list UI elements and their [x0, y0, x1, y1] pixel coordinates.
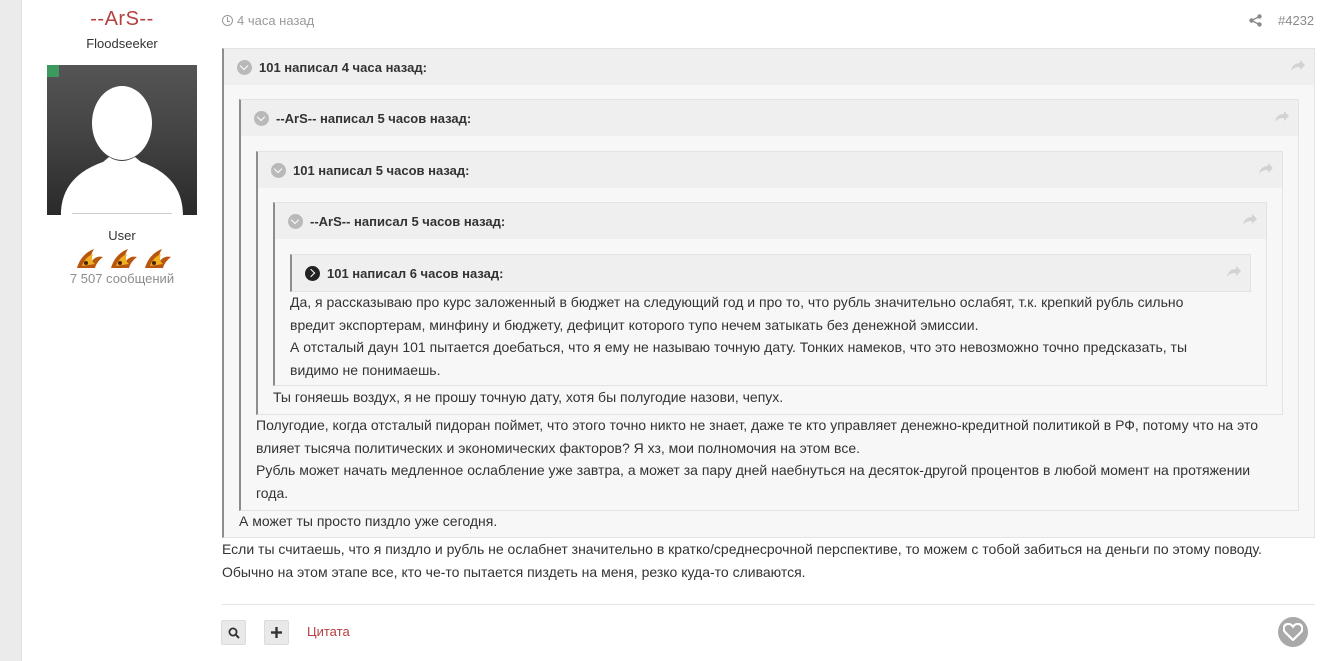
rank-icon [74, 244, 106, 270]
quote-author: --ArS-- написал 5 часов назад: [310, 213, 506, 229]
post-body [222, 538, 1322, 583]
plus-icon [271, 627, 282, 638]
text-line: Ты гоняешь воздух, я не прошу точную дату, хотя бы полугодие назови, чепух. [273, 389, 784, 405]
avatar[interactable] [47, 65, 197, 215]
clock-icon [222, 15, 233, 26]
quote-header [241, 100, 1298, 136]
quote-body [290, 291, 1265, 381]
default-user-icon [47, 65, 197, 215]
divider [222, 604, 1315, 605]
reply-arrow-icon[interactable] [1274, 110, 1290, 124]
online-indicator [47, 65, 59, 77]
search-icon [228, 627, 240, 639]
rank-icon [108, 244, 140, 270]
text-line: Обычно на этом этапе все, кто че-то пытается пиздеть на меня, резко куда-то сливаются. [222, 563, 806, 580]
heart-icon [1283, 623, 1303, 641]
search-button[interactable] [221, 620, 246, 645]
share-icon[interactable] [1249, 14, 1262, 27]
author-title: Floodseeker [86, 36, 158, 51]
reply-arrow-icon[interactable] [1290, 59, 1306, 73]
reply-arrow-icon[interactable] [1258, 162, 1274, 176]
author-group: User [108, 228, 136, 243]
quote-author: --ArS-- написал 5 часов назад: [276, 110, 472, 126]
post-number-link[interactable]: #4232 [1278, 13, 1315, 28]
quote-header [292, 255, 1250, 291]
left-rail [0, 0, 22, 661]
quote-body [239, 510, 1299, 533]
quote-author: 101 написал 5 часов назад: [293, 162, 470, 178]
text-line: влияет тысяча политических и экономических факторов? Я хз, мои полномочия на этом все. [256, 439, 860, 456]
quote-header [275, 203, 1266, 239]
chevron-down-icon[interactable] [288, 214, 303, 229]
text-line: Если ты считаешь, что я пиздло и рубль не ослабнет значительно в кратко/среднесрочной перспективе, то можем с тобой забиться на деньги по этому поводу. [222, 541, 1262, 557]
chevron-right-icon[interactable] [305, 266, 320, 281]
text-line: Да, я рассказываю про курс заложенный в бюджет на следующий год и про то, что рубль значительно ослабят, т.к. крепкий рубль сильно [290, 294, 1184, 310]
quote-block-collapsed [290, 254, 1251, 292]
quote-body [256, 414, 1296, 504]
text-line: А отсталый даун 101 пытается доебаться, что я ему не называю точную дату. Тонких намеков, что это невозможно точно предсказать, ты [290, 339, 1188, 355]
text-line: Рубль может начать медленное ослабление уже завтра, а может за пару дней наебнуться на десяток-другой процентов в любой момент на протяжении [256, 462, 1251, 478]
quote-header [224, 49, 1314, 85]
quote-author: 101 написал 6 часов назад: [327, 265, 504, 281]
text-line: вредит экспортерам, минфину и бюджету, дефицит которого тупо нечем затыкать без денежной эмиссии. [290, 316, 979, 333]
post-time-label: 4 часа назад [237, 13, 315, 28]
like-button[interactable] [1278, 617, 1308, 647]
author-panel [22, 0, 222, 661]
divider [72, 213, 172, 214]
chevron-down-icon[interactable] [237, 60, 252, 75]
chevron-down-icon[interactable] [254, 111, 269, 126]
multiquote-button[interactable] [264, 620, 289, 645]
post-time[interactable] [222, 13, 314, 28]
quote-body [273, 386, 1273, 409]
chevron-down-icon[interactable] [271, 163, 286, 178]
quote-header [258, 152, 1282, 188]
text-line: видимо не понимаешь. [290, 361, 441, 378]
text-line: Полугодие, когда отсталый пидоран поймет, что этого точно никто не знает, даже те кто управляет денежно-кредитной политикой в РФ, потому что на это [256, 417, 1258, 433]
reply-arrow-icon[interactable] [1226, 265, 1242, 279]
quote-button[interactable]: Цитата [307, 624, 350, 639]
reply-arrow-icon[interactable] [1242, 213, 1258, 227]
author-name[interactable]: --ArS-- [90, 8, 154, 30]
text-line: А может ты просто пиздло уже сегодня. [239, 513, 498, 529]
text-line: года. [256, 484, 289, 501]
rank-icons [74, 244, 174, 270]
post-count[interactable]: 7 507 сообщений [69, 271, 175, 286]
quote-author: 101 написал 4 часа назад: [259, 59, 427, 75]
rank-icon [142, 244, 174, 270]
